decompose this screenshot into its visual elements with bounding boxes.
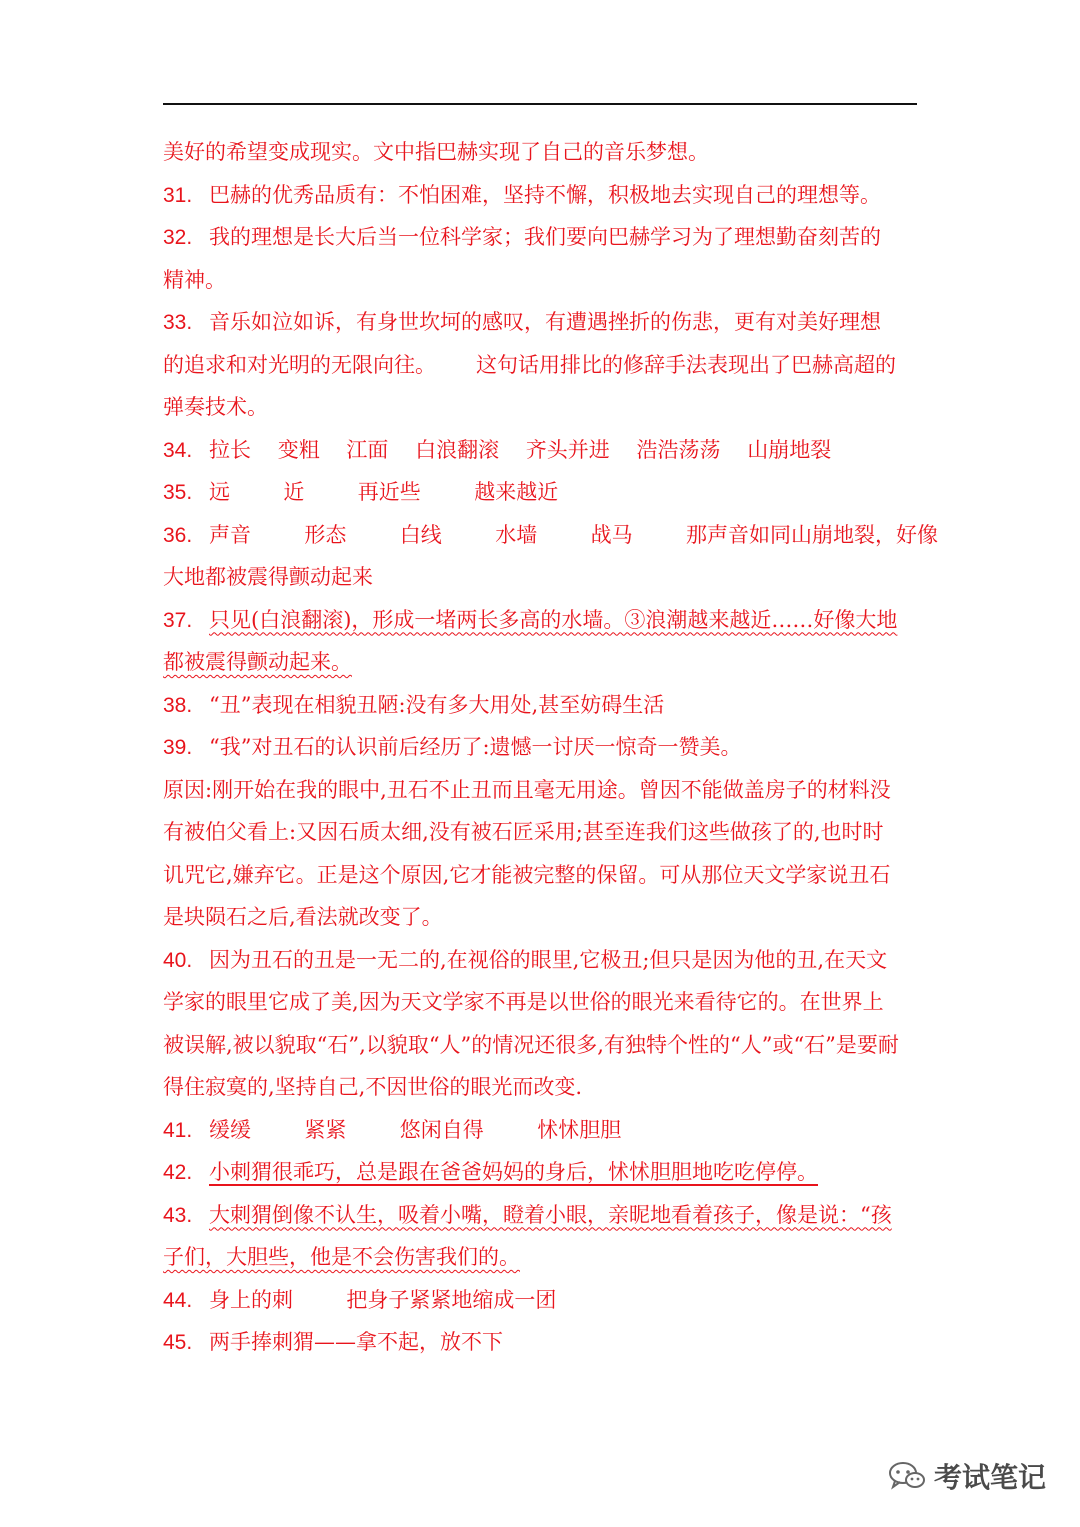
text-line [163,1194,923,1237]
item-number: 36. [163,523,193,547]
item-number: 33. [163,311,193,334]
text-line [163,641,923,684]
line-text: 有被伯父看上:又因石质太细,没有被石匠采用;甚至连我们这些做孩了的,也时时 [163,820,884,844]
answer-text [163,131,939,1364]
line-text: 的追求和对光明的无限向往。 这句话用排比的修辞手法表现出了巴赫高超的 [163,352,897,377]
line-text: 只见(白浪翻滚)，形成一堵两长多高的水墙。③浪潮越来越近……好像大地 [209,607,898,632]
line-text: 因为丑石的丑是一无二的,在视俗的眼里,它极丑;但只是因为他的丑,在天文 [209,947,888,972]
line-text: 都被震得颤动起来。 [163,650,352,674]
line-text: 巴赫的优秀品质有：不怕困难，坚持不懈，积极地去实现自己的理想等。 [209,182,881,207]
item-number: 38. [163,693,193,717]
text-line [163,1024,923,1067]
line-text: 学家的眼里它成了美,因为天文学家不再是以世俗的眼光来看待它的。在世界上 [163,990,884,1014]
line-text: 身上的刺 把身子紧紧地缩成一团 [209,1287,557,1312]
text-line [163,769,923,812]
line-text: “我”对丑石的认识前后经历了:遗憾一讨厌一惊奇一赞美。 [209,735,742,759]
watermark [888,1456,1046,1496]
line-text: “丑”表现在相貌丑陋:没有多大用处,甚至妨碍生活 [209,692,665,717]
line-text: 原因:刚开始在我的眼中,丑石不止丑而且毫无用途。曾因不能做盖房子的材料没 [163,777,891,802]
text-line [163,471,923,514]
header-rule [163,103,917,105]
text-line [163,1321,923,1364]
text-line [163,301,923,344]
line-text: 子们，大胆些，他是不会伤害我们的。 [163,1245,520,1269]
line-text: 讥咒它,嫌弃它。正是这个原因,它才能被完整的保留。可从那位天文学家说丑石 [163,862,891,887]
item-number: 42. [163,1161,193,1184]
text-line [163,1109,923,1152]
text-line [163,599,923,642]
line-text: 得住寂寞的,坚持自己,不因世俗的眼光而改变. [163,1075,583,1099]
text-line [163,131,923,174]
item-number: 45. [163,1331,193,1354]
watermark-text: 考试笔记 [933,1461,1046,1494]
text-line [163,344,923,387]
text-line [163,726,923,769]
line-text: 远 近 再近些 越来越近 [209,480,559,504]
text-line [163,1151,923,1194]
text-line [163,684,923,727]
line-text: 弹奏技术。 [163,395,268,419]
item-number: 34. [163,438,193,462]
item-number: 40. [163,948,193,972]
text-line [163,981,923,1024]
line-text: 音乐如泣如诉，有身世坎坷的感叹，有遭遇挫折的伤悲，更有对美好理想 [209,310,881,334]
text-line [163,854,923,897]
line-text: 两手捧刺猬——拿不起，放不下 [209,1330,503,1354]
item-number: 44. [163,1288,193,1312]
text-line [163,556,923,599]
item-number: 31. [163,183,193,207]
line-text: 是块陨石之后,看法就改变了。 [163,905,443,929]
line-text: 小刺猬很乖巧，总是跟在爸爸妈妈的身后，怵怵胆胆地吃吃停停。 [209,1160,818,1184]
item-number: 37. [163,608,193,632]
item-number: 32. [163,226,193,249]
line-text: 缓缓 紧紧 悠闲自得 怵怵胆胆 [209,1117,622,1142]
line-text: 大地都被震得颤动起来 [163,565,373,589]
text-line [163,386,923,429]
item-number: 35. [163,481,193,504]
text-line [163,1236,923,1279]
wechat-icon [888,1461,926,1491]
text-line [163,174,923,217]
line-text: 拉长 变粗 江面 白浪翻滚 齐头并进 浩浩荡荡 山崩地裂 [209,437,832,462]
text-line [163,259,923,302]
text-line [163,429,923,472]
text-line [163,514,939,557]
item-number: 39. [163,736,193,759]
item-number: 43. [163,1203,193,1227]
text-line [163,216,923,259]
line-text: 被误解,被以貌取“石”,以貌取“人”的情况还很多,有独特个性的“人”或“石”是要耐 [163,1032,899,1057]
text-line [163,1279,923,1322]
item-number: 41. [163,1118,193,1142]
line-text: 大刺猬倒像不认生，吸着小嘴，瞪着小眼，亲昵地看着孩子，像是说：“孩 [209,1202,892,1227]
text-line [163,939,923,982]
text-line [163,1066,923,1109]
line-text: 精神。 [163,267,226,292]
line-text: 美好的希望变成现实。文中指巴赫实现了自己的音乐梦想。 [163,140,709,164]
line-text: 声音 形态 白线 水墙 战马 那声音如同山崩地裂，好像 [209,522,939,547]
line-text: 我的理想是长大后当一位科学家；我们要向巴赫学习为了理想勤奋刻苦的 [209,225,881,249]
text-line [163,811,923,854]
text-line [163,896,923,939]
